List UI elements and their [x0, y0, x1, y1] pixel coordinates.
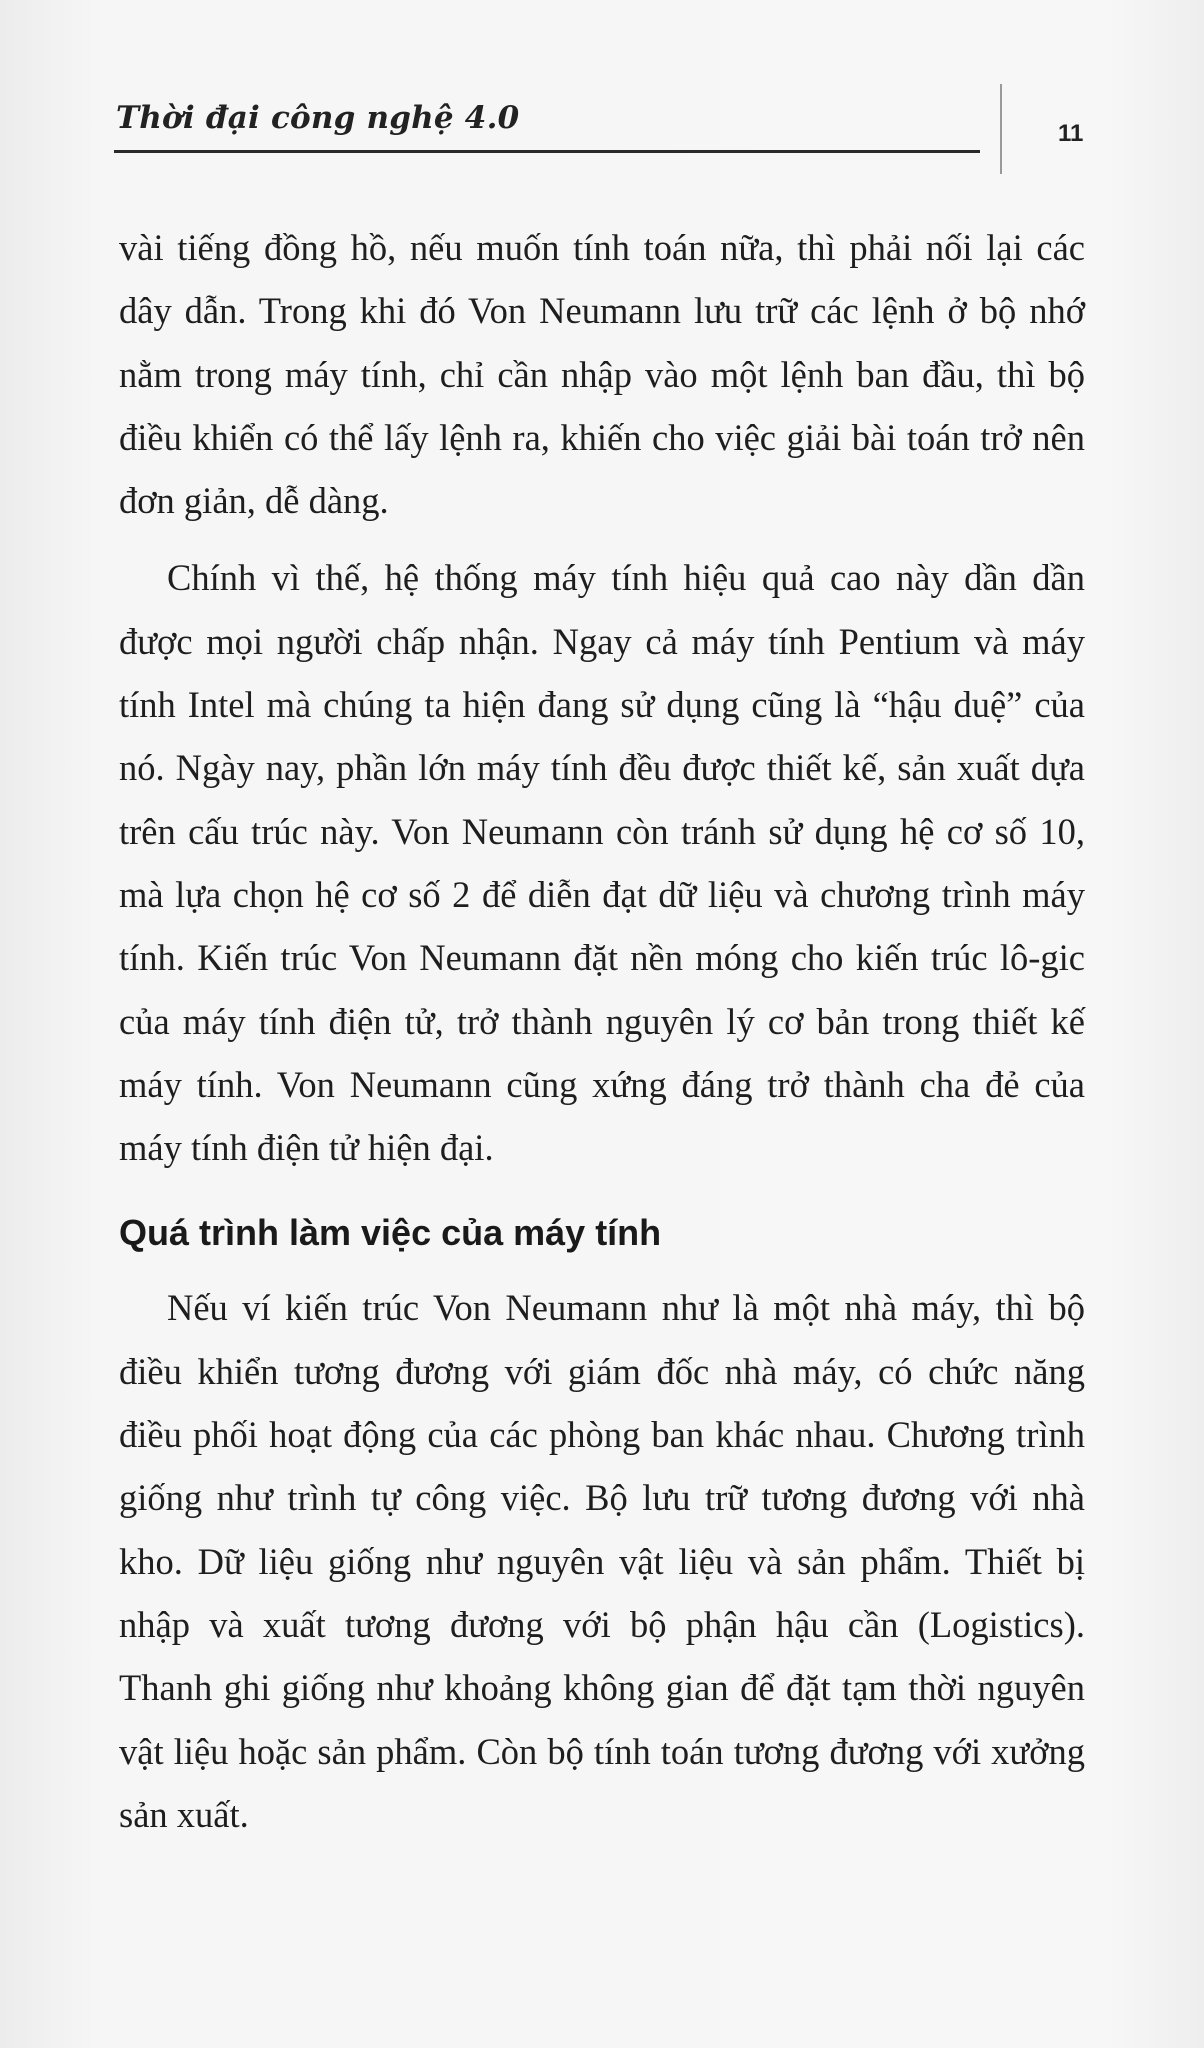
page-body [119, 216, 1085, 1846]
running-header-title: Thời đại công nghệ 4.0 [116, 100, 520, 136]
paragraph-1: vài tiếng đồng hồ, nếu muốn tính toán nữa, thì phải nối lại các dây dẫn. Trong khi đó Von Neumann lưu trữ các lệnh ở bộ nhớ nằm trong máy tính, chỉ cần nhập vào một lệnh ban đầu, thì bộ điều khiển có thể lấy lệnh ra, khiến cho việc giải bài toán trở nên đơn giản, dễ dàng. [119, 227, 1085, 522]
header-rule [114, 150, 980, 153]
paragraph-2: Chính vì thế, hệ thống máy tính hiệu quả cao này dần dần được mọi người chấp nhận. Ngay cả máy tính Pentium và máy tính Intel mà chúng ta hiện đang sử dụng cũng là “hậu duệ” của nó. Ngày nay, phần lớn máy tính đều được thiết kế, sản xuất dựa trên cấu trúc này. Von Neumann còn tránh sử dụng hệ cơ số 10, mà lựa chọn hệ cơ số 2 để diễn đạt dữ liệu và chương trình máy tính. Kiến trúc Von Neumann đặt nền móng cho kiến trúc lô-gic của máy tính điện tử, trở thành nguyên lý cơ bản trong thiết kế máy tính. Von Neumann cũng xứng đáng trở thành cha đẻ của máy tính điện tử hiện đại. [119, 557, 1085, 1169]
section-heading: Quá trình làm việc của máy tính [119, 1212, 662, 1254]
paragraph-3: Nếu ví kiến trúc Von Neumann như là một nhà máy, thì bộ điều khiển tương đương với giám đốc nhà máy, có chức năng điều phối hoạt động của các phòng ban khác nhau. Chương trình giống như trình tự công việc. Bộ lưu trữ tương đương với nhà kho. Dữ liệu giống như nguyên vật liệu và sản phẩm. Thiết bị nhập và xuất tương đương với bộ phận hậu cần (Logistics). Thanh ghi giống như khoảng không gian để đặt tạm thời nguyên vật liệu hoặc sản phẩm. Còn bộ tính toán tương đương với xưởng sản xuất. [119, 1287, 1085, 1835]
gutter-divider [1000, 84, 1002, 174]
page-number: 11 [1058, 120, 1084, 147]
